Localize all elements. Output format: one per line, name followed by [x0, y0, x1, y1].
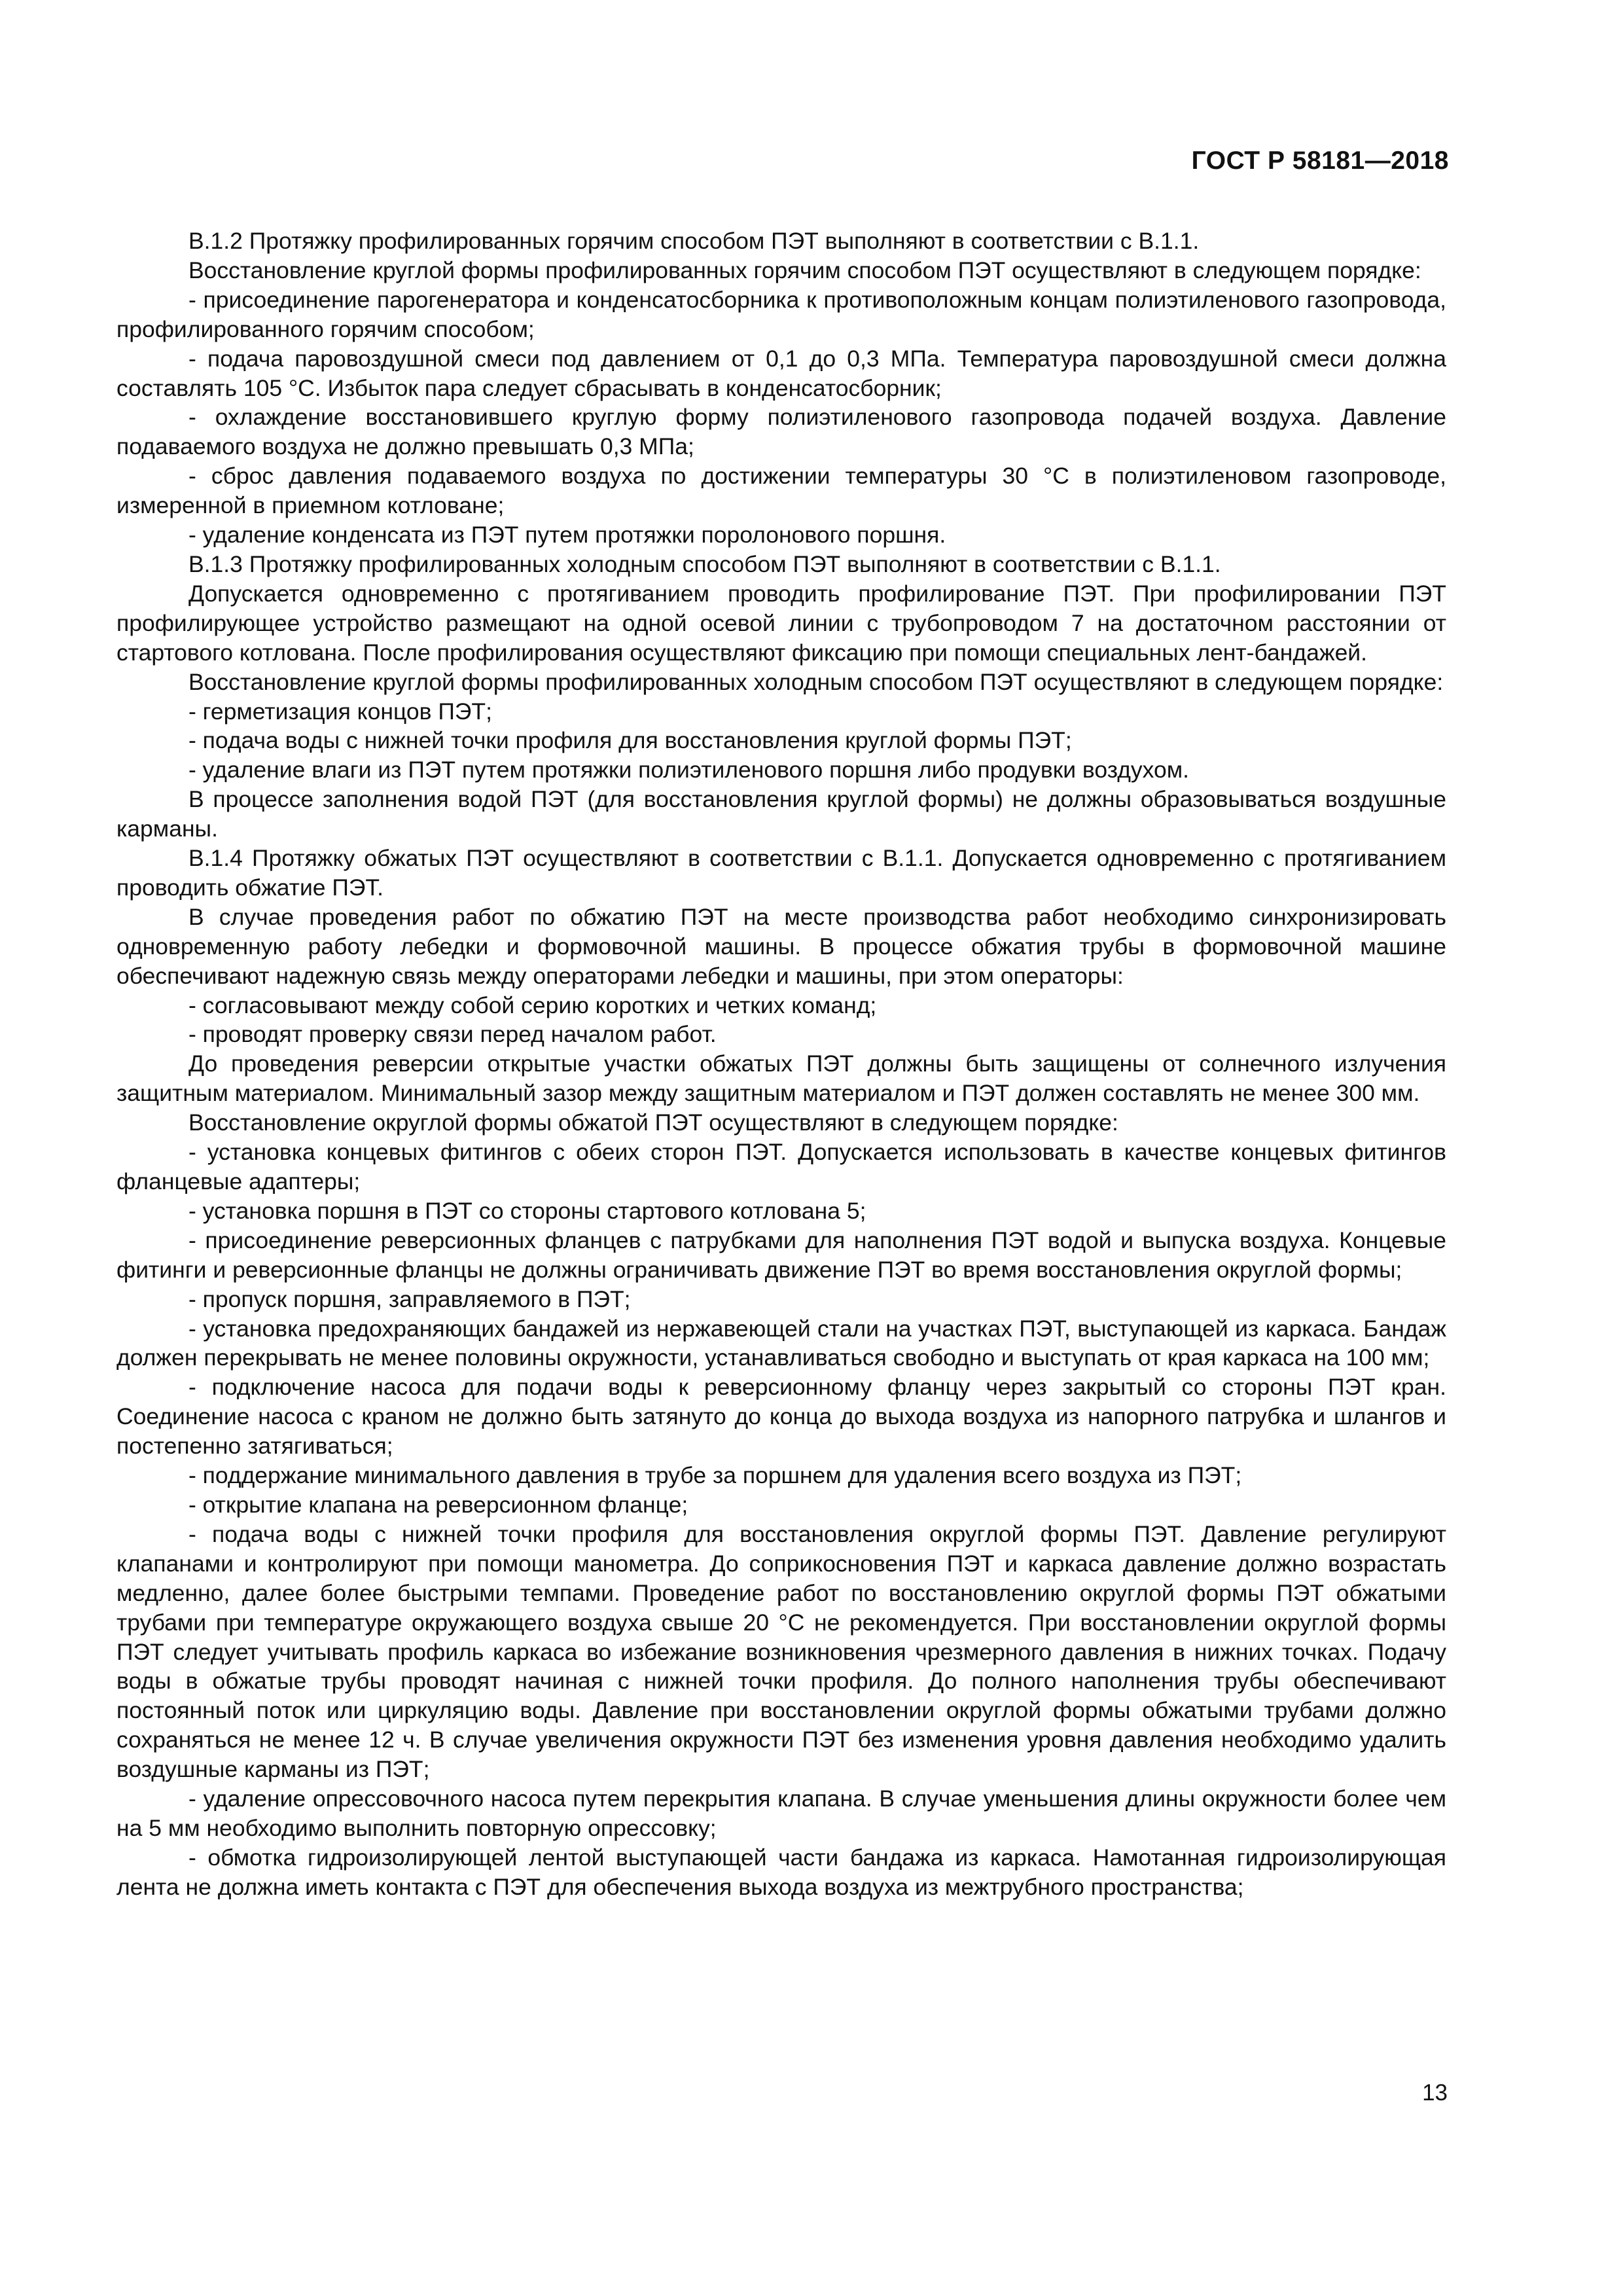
- paragraph: - охлаждение восстановившего круглую форму полиэтиленового газопровода подачей воздуха. Давление подаваемого воздуха не должно превышать 0,3 МПа;: [116, 404, 1446, 460]
- paragraph: В.1.4 Протяжку обжатых ПЭТ осуществляют в соответствии с В.1.1. Допускается одновременно с протягиванием проводить обжатие ПЭТ.: [116, 845, 1446, 901]
- paragraph: - установка концевых фитингов с обеих сторон ПЭТ. Допускается использовать в качестве концевых фитингов фланцевые адаптеры;: [116, 1139, 1446, 1194]
- paragraph: - поддержание минимального давления в трубе за поршнем для удаления всего воздуха из ПЭТ;: [188, 1462, 1242, 1489]
- paragraph: - проводят проверку связи перед началом работ.: [188, 1021, 717, 1048]
- paragraph: В.1.3 Протяжку профилированных холодным способом ПЭТ выполняют в соответствии с В.1.1.: [188, 550, 1221, 577]
- paragraph: В процессе заполнения водой ПЭТ (для восстановления круглой формы) не должны образовываться воздушные карманы.: [116, 786, 1446, 842]
- paragraph: - подача паровоздушной смеси под давлением от 0,1 до 0,3 МПа. Температура паровоздушной смеси должна составлять 105 °С. Избыток пара следует сбрасывать в конденсатосборник;: [116, 345, 1446, 401]
- paragraph: - подача воды с нижней точки профиля для восстановления круглой формы ПЭТ;: [188, 727, 1072, 754]
- paragraph: - удаление конденсата из ПЭТ путем протяжки поролонового поршня.: [188, 522, 946, 548]
- page-number: 13: [1422, 2080, 1448, 2106]
- paragraph: - удаление влаги из ПЭТ путем протяжки полиэтиленового поршня либо продувки воздухом.: [188, 757, 1190, 783]
- paragraph: - обмотка гидроизолирующей лентой выступающей части бандажа из каркаса. Намотанная гидроизолирующая лента не должна иметь контакта с ПЭТ для обеспечения выхода воздуха из межтрубного пространства;: [116, 1844, 1446, 1900]
- paragraph: - удаление опрессовочного насоса путем перекрытия клапана. В случае уменьшения длины окружности более чем на 5 мм необходимо выполнить повторную опрессовку;: [116, 1785, 1446, 1841]
- paragraph: Допускается одновременно с протягиванием проводить профилирование ПЭТ. При профилировании ПЭТ профилирующее устройство размещают на одной осевой линии с трубопроводом 7 на достаточном расстоянии от стартового котлована. После профилирования осуществляют фиксацию при помощи специальных лент-бандажей.: [116, 580, 1446, 666]
- paragraph: Восстановление круглой формы профилированных горячим способом ПЭТ осуществляют в следующем порядке:: [188, 257, 1421, 283]
- paragraph: - установка предохраняющих бандажей из нержавеющей стали на участках ПЭТ, выступающей из каркаса. Бандаж должен перекрывать не менее половины окружности, устанавливаться свободно и выступать от края каркаса на 100 мм;: [116, 1315, 1446, 1371]
- paragraph: - пропуск поршня, заправляемого в ПЭТ;: [188, 1285, 631, 1312]
- paragraph: Восстановление круглой формы профилированных холодным способом ПЭТ осуществляют в следующем порядке:: [188, 668, 1444, 695]
- paragraph: - согласовывают между собой серию коротких и четких команд;: [188, 992, 877, 1018]
- paragraph: - открытие клапана на реверсионном фланце;: [188, 1491, 688, 1518]
- paragraph: - герметизация концов ПЭТ;: [188, 698, 492, 725]
- document-body: [116, 226, 1446, 1902]
- paragraph: До проведения реверсии открытые участки обжатых ПЭТ должны быть защищены от солнечного излучения защитным материалом. Минимальный зазор между защитным материалом и ПЭТ должен составлять не менее 300 мм.: [116, 1050, 1446, 1107]
- paragraph: - присоединение парогенератора и конденсатосборника к противоположным концам полиэтиленового газопровода, профилированного горячим способом;: [116, 286, 1446, 342]
- paragraph: В.1.2 Протяжку профилированных горячим способом ПЭТ выполняют в соответствии с В.1.1.: [188, 228, 1200, 254]
- paragraph: Восстановление округлой формы обжатой ПЭТ осуществляют в следующем порядке:: [188, 1109, 1118, 1136]
- paragraph: - подключение насоса для подачи воды к реверсионному фланцу через закрытый со стороны ПЭТ кран. Соединение насоса с краном не должно быть затянуто до конца до выхода воздуха из напорного патрубка и шлангов и постепенно затягиваться;: [116, 1374, 1446, 1460]
- paragraph: - сброс давления подаваемого воздуха по достижении температуры 30 °С в полиэтиленовом газопроводе, измеренной в приемном котловане;: [116, 463, 1446, 519]
- paragraph: - присоединение реверсионных фланцев с патрубками для наполнения ПЭТ водой и выпуска воздуха. Концевые фитинги и реверсионные фланцы не должны ограничивать движение ПЭТ во время восстановления округлой формы;: [116, 1227, 1446, 1283]
- paragraph: - подача воды с нижней точки профиля для восстановления округлой формы ПЭТ. Давление регулируют клапанами и контролируют при помощи манометра. До соприкосновения ПЭТ и каркаса давление должно возрастать медленно, далее более быстрыми темпами. Проведение работ по восстановлению округлой формы ПЭТ обжатыми трубами при температуре окружающего воздуха свыше 20 °С не рекомендуется. При восстановлении округлой формы ПЭТ следует учитывать профиль каркаса во избежание возникновения чрезмерного давления в нижних точках. Подачу воды в обжатые трубы проводят начиная с нижней точки профиля. До полного наполнения трубы обеспечивают постоянный поток или циркуляцию воды. Давление при восстановлении округлой формы обжатыми трубами должно сохраняться не менее 12 ч. В случае увеличения окружности ПЭТ без изменения уровня давления необходимо удалить воздушные карманы из ПЭТ;: [116, 1520, 1446, 1783]
- document-header: ГОСТ Р 58181—2018: [1191, 147, 1449, 175]
- paragraph: - установка поршня в ПЭТ со стороны стартового котлована 5;: [188, 1197, 866, 1224]
- paragraph: В случае проведения работ по обжатию ПЭТ на месте производства работ необходимо синхронизировать одновременную работу лебедки и формовочной машины. В процессе обжатия трубы в формовочной машине обеспечивают надежную связь между операторами лебедки и машины, при этом операторы:: [116, 903, 1446, 989]
